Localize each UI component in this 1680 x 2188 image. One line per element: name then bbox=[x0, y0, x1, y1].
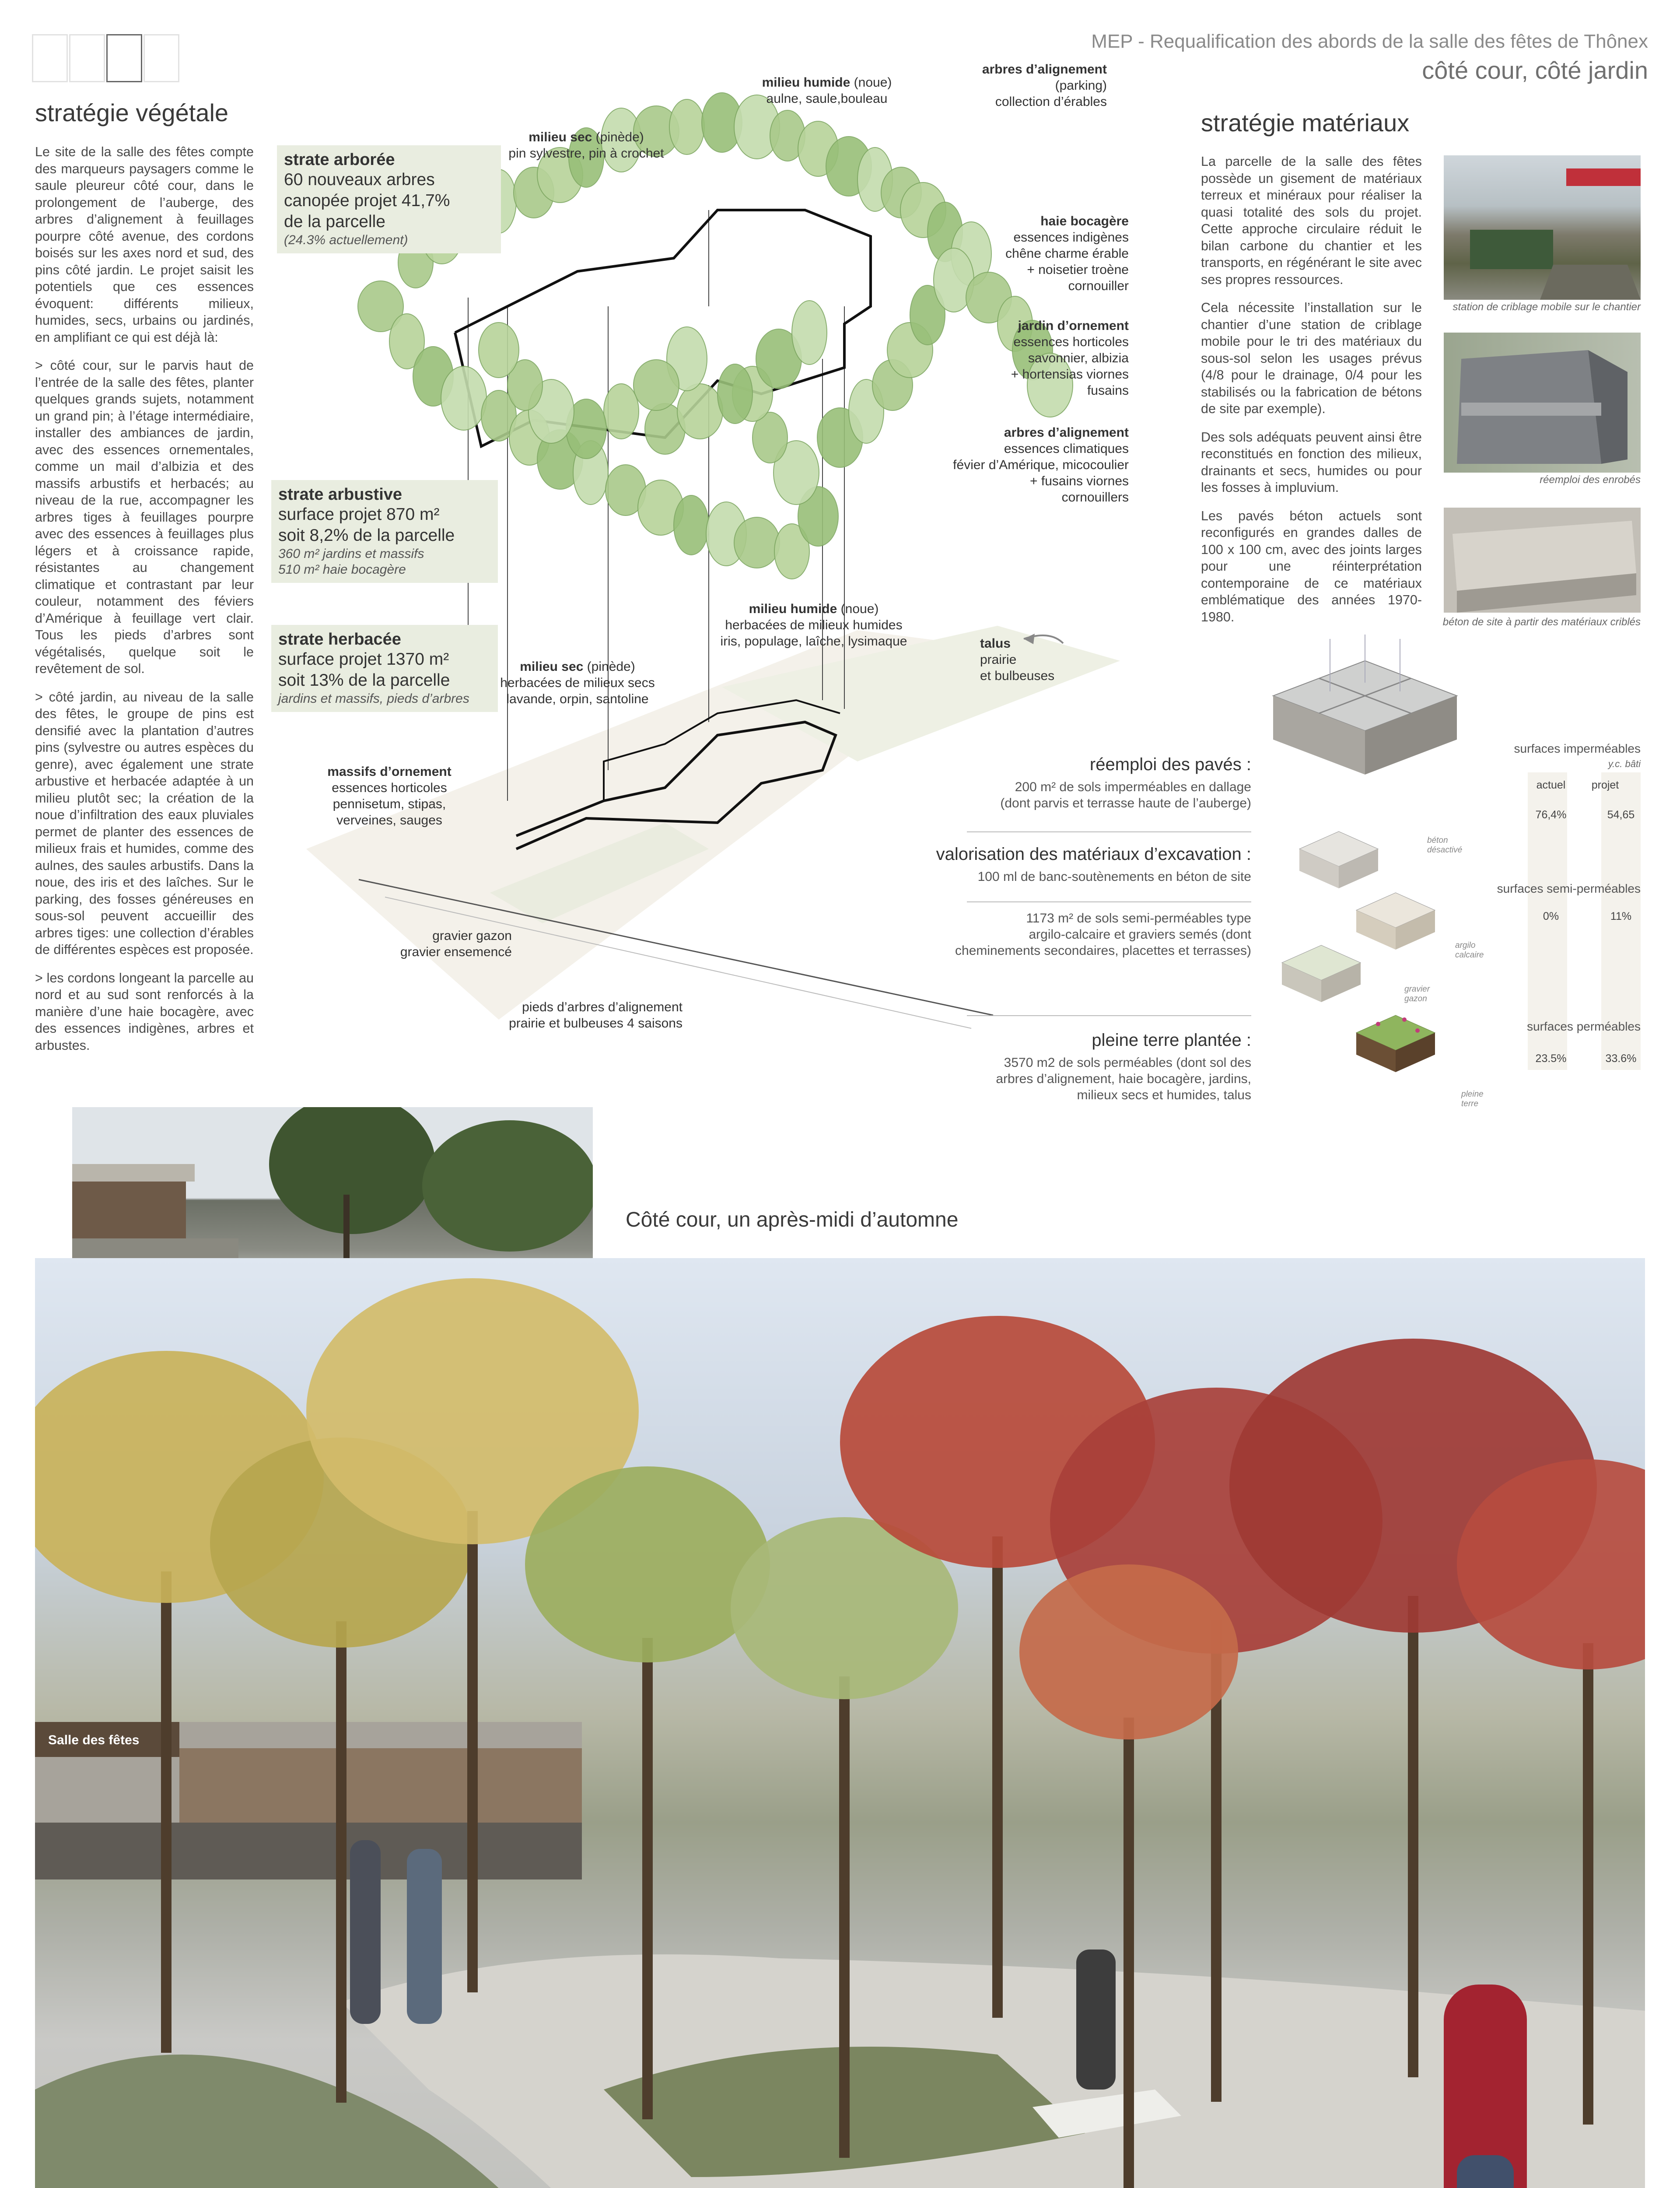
chart-value-perm-projet: 33.6% bbox=[1605, 1052, 1637, 1065]
autumn-courtyard-render bbox=[35, 1258, 1645, 2188]
label-gravier-gazon: gravier gazon gravier ensemencé bbox=[400, 929, 512, 959]
strata-arbustive-note1: 360 m² jardins et massifs bbox=[278, 547, 424, 561]
divider bbox=[967, 901, 1251, 902]
tree-canopy bbox=[734, 517, 780, 568]
strata-arbustive-line1: surface projet 870 m² bbox=[278, 505, 440, 524]
tree-crown bbox=[525, 1466, 770, 1662]
page-subtitle: côté cour, côté jardin bbox=[1422, 56, 1648, 84]
reemploi-title: réemploi des pavés : bbox=[1089, 755, 1251, 774]
tree-canopy bbox=[634, 360, 679, 410]
tree-canopy bbox=[718, 364, 752, 424]
materiaux-text bbox=[1201, 153, 1422, 637]
materiaux-paragraph-4: Les pavés béton actuels sont reconfigurés en grandes dalles de 100 x 100 cm, avec des joints larges pour une réinterprétation contemporaine de ce matériaux emblématique des années 1970-1980. bbox=[1201, 508, 1422, 624]
materials-pleine-terre bbox=[858, 1031, 1251, 1103]
building-sign: Salle des fêtes bbox=[48, 1733, 140, 1747]
materials-reemploi bbox=[858, 755, 1251, 811]
materiaux-paragraph-2: Cela nécessite l’installation sur le chantier d’une station de criblage mobile pour le tri des matériaux du sous-sol selon les usages prévus (4/8 pour le drainage, 0/4 pour les stabilisés ou la fabrication de bétons de site par exemple). bbox=[1201, 300, 1422, 416]
label-milieu-sec-mid: milieu sec (pinède) herbacées de milieux secs lavande, orpin, santoline bbox=[500, 659, 655, 706]
chart-value-imp-actuel: 76,4% bbox=[1535, 809, 1567, 821]
label-milieu-humide-mid: milieu humide (noue) herbacées de milieux humides iris, populage, laîche, lysimaque bbox=[720, 602, 907, 649]
label-jardin-ornement: jardin d’ornement essences horticoles savonnier, albizia + hortensias viornes fusains bbox=[1011, 319, 1129, 398]
page-tab-1[interactable] bbox=[32, 34, 68, 82]
chart-label-semi: surfaces semi-perméables bbox=[1497, 882, 1641, 895]
tree-crown bbox=[1019, 1564, 1238, 1739]
materiaux-paragraph-1: La parcelle de la salle des fêtes possède un gisement de matériaux terreux et minéraux pour réaliser la quasi totalité des sols du projet. Cette approche circulaire réduit le bilan carbone du chantier et les transports, en régénérant le site avec ses propres ressources. bbox=[1201, 154, 1422, 287]
tree-trunk bbox=[1408, 1596, 1418, 2077]
tree-trunk bbox=[161, 1571, 172, 2053]
vegetale-paragraph-2: > côté cour, sur le parvis haut de l’entrée de la salle des fêtes, planter quelques grands sujets, notamment un grand pin; à l’étage intermédiaire, installer des ambiances de jardin, avec des essences ornementales, comme un mail d’albizia et des massifs arbustifs et herbacés; au niveau de la rue, accompagner les arbres tiges à feuillages pourpre avec des essences à feuillages plus légers et à croissance rapide, résistantes au changement climatique et contrastant par leur couleur, notamment des féviers d’Amérique à feuillage vert clair. Tous les pieds d’arbres sont végétalisés, quelque soit le revêtement de sol. bbox=[35, 358, 254, 676]
valorisation-title: valorisation des matériaux d’excavation : bbox=[936, 845, 1251, 864]
label-massifs-ornement: massifs d’ornement essences horticoles pennisetum, stipas, verveines, sauges bbox=[327, 764, 452, 828]
strata-herbacee-title: strate herbacée bbox=[278, 630, 401, 649]
label-milieu-sec-pinede: milieu sec (pinède) pin sylvestre, pin à crochet bbox=[508, 130, 664, 161]
section-title-materiaux: stratégie matériaux bbox=[1201, 109, 1410, 137]
divider bbox=[967, 831, 1251, 832]
caption-enrobes: réemploi des enrobés bbox=[1540, 474, 1641, 486]
strata-arbustive-note2: 510 m² haie bocagère bbox=[278, 562, 406, 577]
label-arbres-alignement: arbres d’alignement essences climatiques févier d’Amérique, micocoulier + fusains viornes cornouillers bbox=[953, 425, 1129, 505]
strata-arbustive-title: strate arbustive bbox=[278, 485, 402, 504]
tree-trunk bbox=[1124, 1718, 1134, 2188]
chart-value-semi-projet: 11% bbox=[1610, 910, 1632, 922]
section-title-vegetale: stratégie végétale bbox=[35, 99, 229, 126]
materials-semi bbox=[858, 910, 1251, 959]
sample-label-argilo: argilo calcaire bbox=[1455, 941, 1484, 960]
page-tab-2[interactable] bbox=[69, 34, 105, 82]
strata-arboree-line1: 60 nouveaux arbres bbox=[284, 170, 435, 189]
project-title: MEP - Requalification des abords de la salle des fêtes de Thônex bbox=[1091, 31, 1648, 52]
tree-canopy bbox=[674, 495, 709, 555]
pleine-text: 3570 m2 de sols perméables (dont sol des arbres d’alignement, haie bocagère, jardins, milieux secs et humides, talus bbox=[996, 1055, 1251, 1102]
chart-header-projet: projet bbox=[1591, 779, 1619, 791]
caption-beton: béton de site à partir des matériaux criblés bbox=[1442, 616, 1641, 628]
vegetale-paragraph-3: > côté jardin, au niveau de la salle des fêtes, le groupe de pins est densifié avec la plantation d’autres pins (sylvestre ou autres espèces du genre), avec également une strate arbustive et herbacée adaptée à un milieu plutôt sec; la création de la noue d’infiltration des eaux pluviales permet de planter des essences de milieux frais et humides, comme des aulnes, des saules arbustifs. Dans la noue, des iris et des laîches. Sur le parking, des fosses généreuses en sous-sol peuvent accueillir des arbres tiges: une collection d’érables de différentes espèces est proposée. bbox=[35, 689, 254, 957]
valorisation-text: 100 ml de banc-soutènements en béton de site bbox=[977, 870, 1251, 884]
semi-text: 1173 m² de sols semi-perméables type argilo-calcaire et graviers semés (dont cheminements secondaires, placettes et terrasses) bbox=[955, 911, 1251, 958]
divider bbox=[967, 1015, 1251, 1016]
tree-canopy bbox=[604, 384, 639, 439]
chart-value-semi-actuel: 0% bbox=[1543, 910, 1559, 922]
strata-arboree-line2: canopée projet 41,7% bbox=[284, 191, 450, 210]
tree-trunk bbox=[839, 1676, 850, 2158]
caption-criblage: station de criblage mobile sur le chantier bbox=[1452, 301, 1641, 313]
tree-canopy bbox=[479, 323, 519, 378]
strata-arboree-line3: de la parcelle bbox=[284, 212, 385, 231]
chart-label-permeables: surfaces perméables bbox=[1527, 1020, 1641, 1033]
sample-label-gravier: gravier gazon bbox=[1404, 985, 1430, 1003]
strata-herbacee-line2: soit 13% de la parcelle bbox=[278, 671, 450, 690]
chart-value-perm-actuel: 23.5% bbox=[1535, 1052, 1567, 1065]
strata-arboree-title: strate arborée bbox=[284, 151, 395, 169]
label-milieu-humide-noue: milieu humide (noue) aulne, saule,bouleau bbox=[762, 75, 892, 106]
render-title: Côté cour, un après-midi d’automne bbox=[626, 1208, 959, 1231]
label-haie-bocagere: haie bocagère essences indigènes chêne charme érable + noisetier troène cornouiller bbox=[1005, 214, 1129, 293]
tree-trunk bbox=[1583, 1643, 1593, 2125]
chart-label-impermeables: surfaces imperméables bbox=[1514, 742, 1641, 755]
chart-header-actuel: actuel bbox=[1536, 779, 1566, 791]
sample-label-beton: béton désactivé bbox=[1427, 836, 1463, 855]
strata-herbacee-note: jardins et massifs, pieds d’arbres bbox=[278, 691, 469, 706]
soil-samples-illustration bbox=[1264, 630, 1505, 1112]
chart-sublabel-bati: y.c. bâti bbox=[1608, 758, 1641, 769]
vegetale-paragraph-1: Le site de la salle des fêtes compte des marqueurs paysagers comme le saule pleureur côté cour, dans le prolongement de l’auberge, des arbres d’alignement à feuillages pourpre côté avenue, des cordons boisés sur les axes nord et sud, des pins côté jardin. Le projet saisit les potentiels que ces essences évoquent: différents milieux, humides, secs, urbains ou jardinés, en amplifiant ce qui est déjà là: bbox=[35, 144, 254, 345]
beton-site-photo bbox=[1444, 508, 1641, 613]
tree-canopy bbox=[441, 366, 486, 430]
page-tab-4[interactable] bbox=[144, 34, 179, 82]
vegetale-text bbox=[35, 144, 254, 1065]
label-arbres-parking: arbres d’alignement (parking) collection d’érables bbox=[982, 62, 1107, 109]
reemploi-text: 200 m² de sols imperméables en dallage (dont parvis et terrasse haute de l’auberge) bbox=[1000, 780, 1251, 810]
strata-arbustive-line2: soit 8,2% de la parcelle bbox=[278, 526, 455, 545]
strata-arboree-box bbox=[277, 145, 501, 253]
strata-herbacee-box bbox=[271, 625, 498, 712]
label-pieds-arbres: pieds d’arbres d’alignement prairie et bulbeuses 4 saisons bbox=[509, 1000, 682, 1031]
vegetale-paragraph-4: > les cordons longeant la parcelle au nord et au sud sont renforcés à la manière d’une haie bocagère, avec des essences indigènes, arbres et arbustes. bbox=[35, 970, 254, 1053]
criblage-station-photo bbox=[1444, 155, 1641, 300]
sample-label-pleine-terre: pleine terre bbox=[1461, 1090, 1484, 1108]
strata-arboree-note: (24.3% actuellement) bbox=[284, 233, 408, 247]
tree-canopy bbox=[677, 384, 723, 439]
pleine-title: pleine terre plantée : bbox=[1092, 1031, 1251, 1050]
tree-trunk bbox=[336, 1621, 346, 2103]
tree-trunk bbox=[467, 1511, 478, 1992]
page-tab-3-current[interactable] bbox=[106, 34, 142, 82]
tree-trunk bbox=[992, 1536, 1003, 2018]
strata-herbacee-line1: surface projet 1370 m² bbox=[278, 650, 449, 669]
materiaux-paragraph-3: Des sols adéquats peuvent ainsi être reconstitués en fonction des milieux, drainants et secs, humides ou pour les fosses à impluvium. bbox=[1201, 429, 1422, 495]
enrobes-photo bbox=[1444, 333, 1641, 473]
label-talus: talus prairie et bulbeuses bbox=[980, 636, 1055, 683]
materials-valorisation bbox=[858, 845, 1251, 885]
chart-value-imp-projet: 54,65 bbox=[1607, 809, 1635, 821]
strata-arbustive-box bbox=[271, 480, 498, 583]
tree-canopy bbox=[792, 301, 827, 365]
tree-trunk bbox=[642, 1638, 653, 2119]
